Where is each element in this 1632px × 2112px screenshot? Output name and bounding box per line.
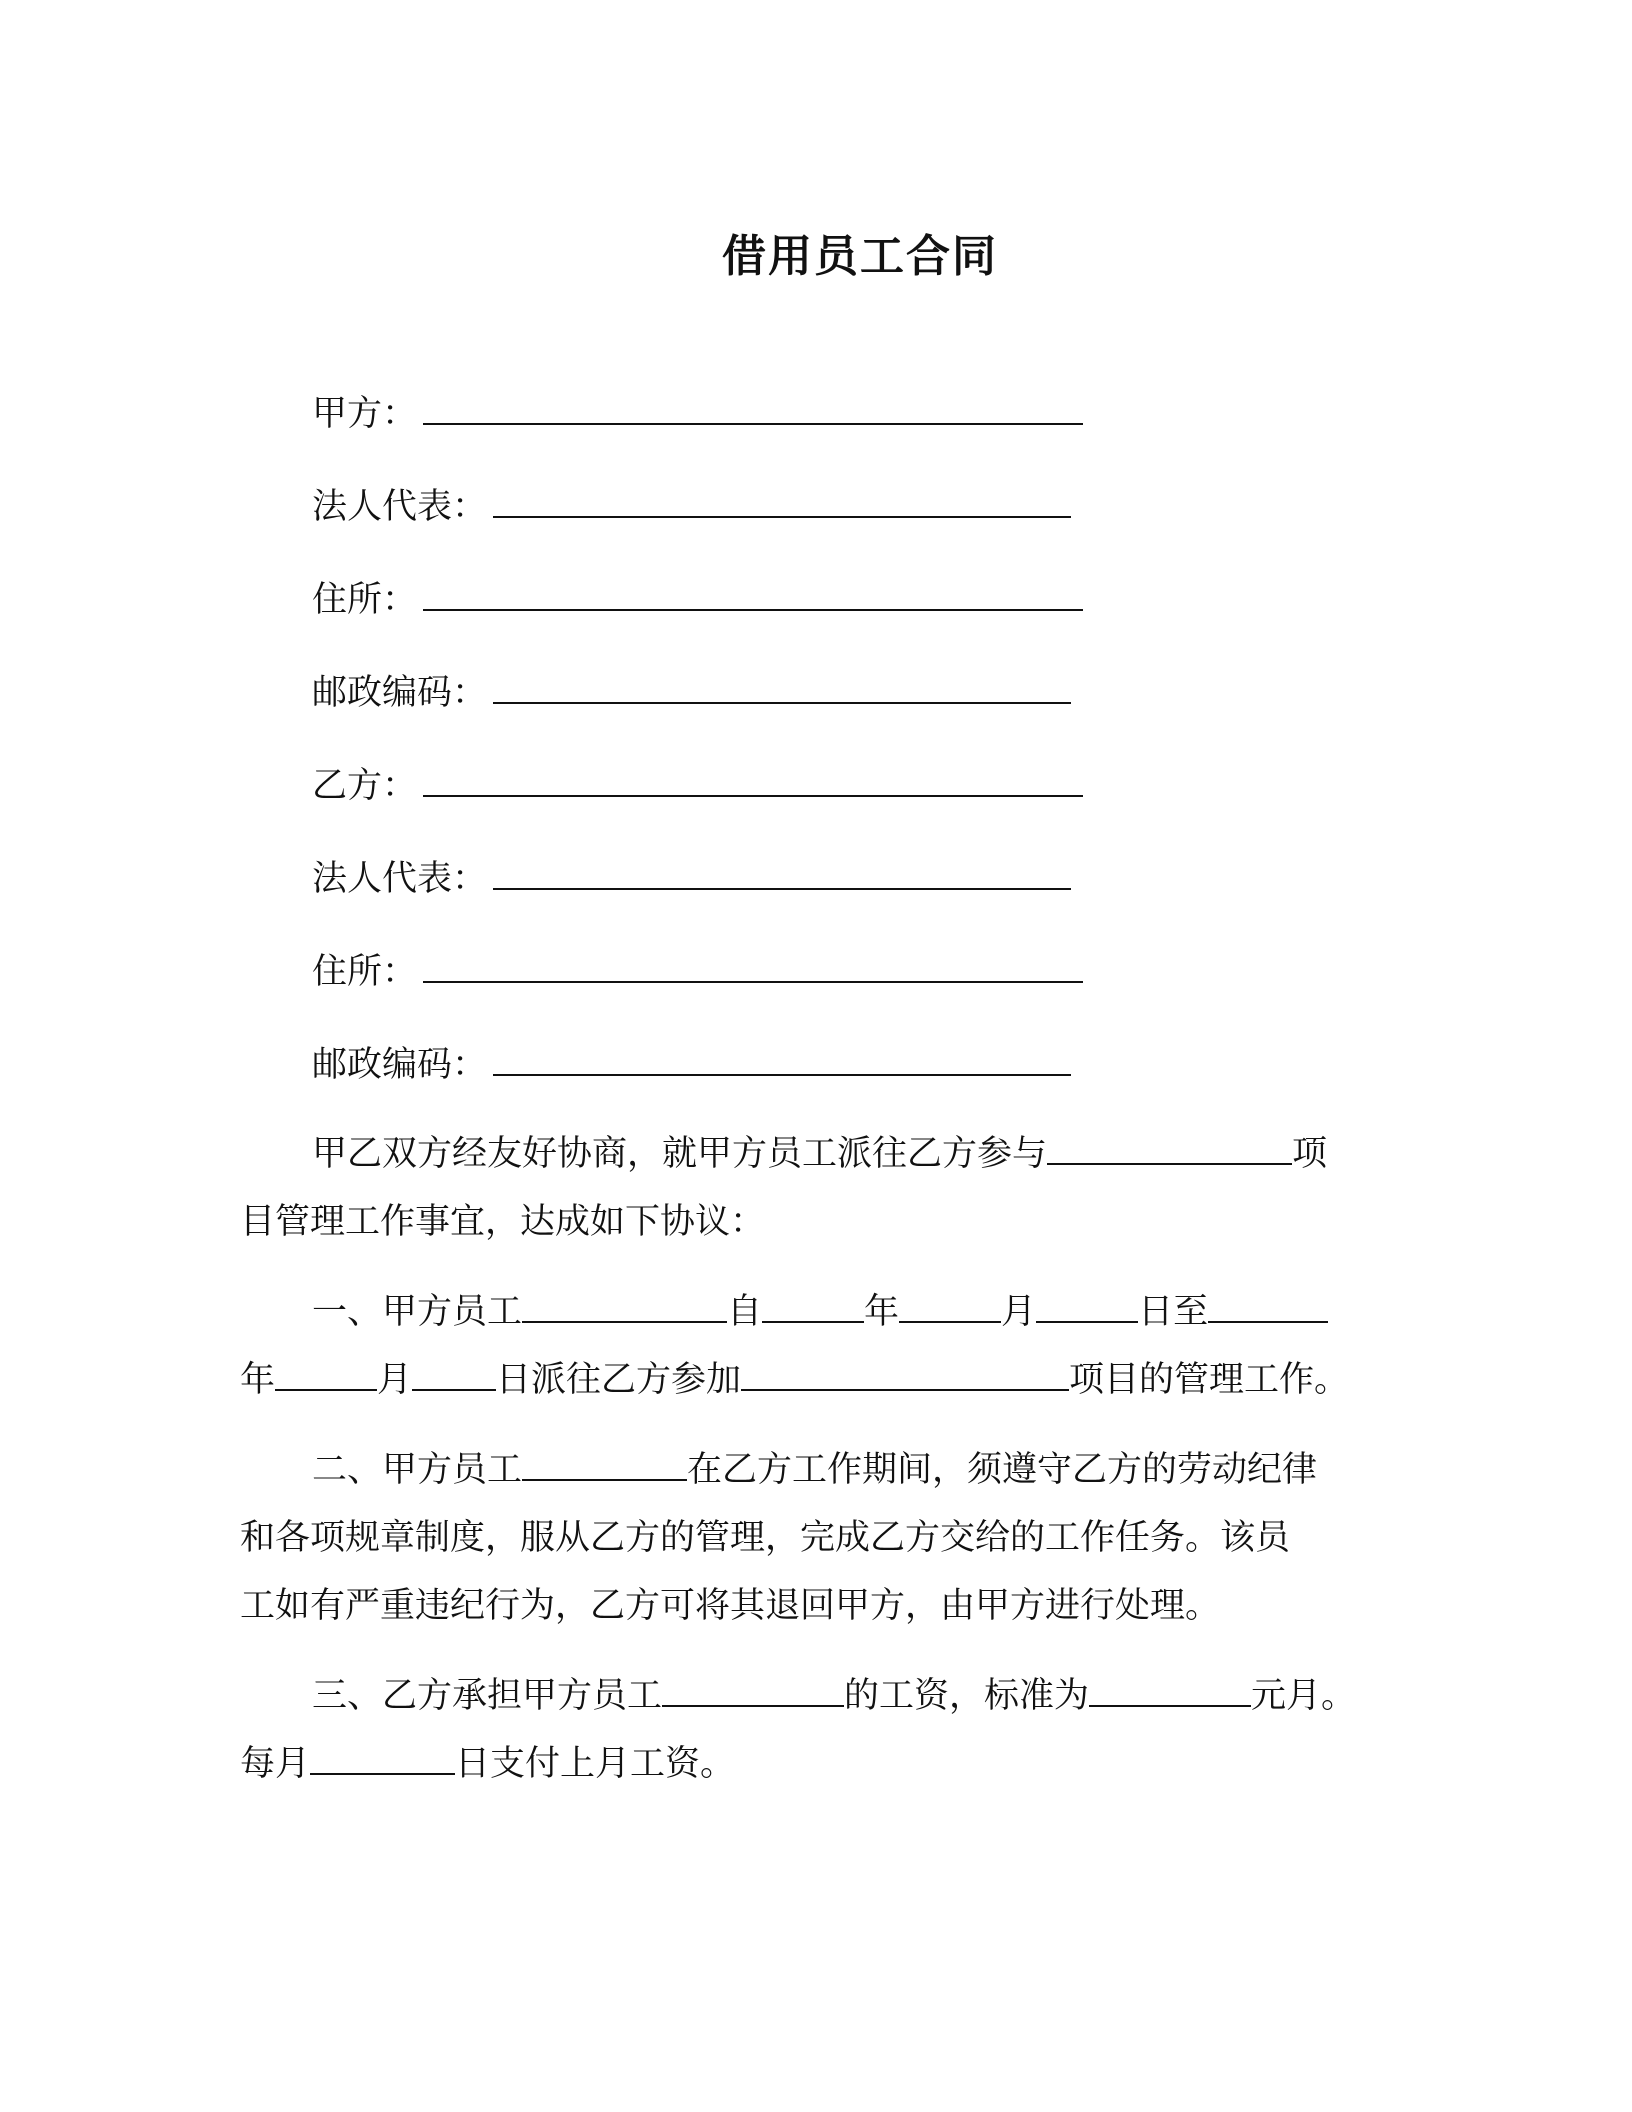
blank-line — [493, 858, 1071, 890]
clause-text: 和各项规章制度，服从乙方的管理，完成乙方交给的工作任务。该员 — [240, 1518, 1291, 1558]
intro-paragraph — [240, 1120, 1390, 1256]
blank-line — [741, 1359, 1069, 1391]
intro-text-3: 目管理工作事宜，达成如下协议： — [240, 1202, 766, 1242]
field-label: 住所： — [312, 580, 418, 620]
field-party-a-address — [312, 578, 1083, 622]
clause-1 — [240, 1278, 1390, 1414]
intro-text-1: 甲乙双方经友好协商，就甲方员工派往乙方参与 — [312, 1134, 1048, 1174]
blank-line — [1089, 1675, 1251, 1707]
clause-text: 项目的管理工作。 — [1069, 1360, 1350, 1400]
clause-text: 一、甲方员工 — [312, 1292, 523, 1332]
blank-line — [522, 1291, 727, 1323]
clause-text: 每月 — [240, 1744, 311, 1784]
clause-text: 日派往乙方参加 — [496, 1360, 742, 1400]
field-party-b-address — [312, 950, 1083, 994]
field-label: 乙方： — [312, 766, 418, 806]
blank-line — [899, 1291, 1001, 1323]
field-party-a-postcode — [312, 671, 1071, 715]
blank-line — [412, 1359, 496, 1391]
clause-text: 在乙方工作期间，须遵守乙方的劳动纪律 — [687, 1450, 1318, 1490]
clause-2 — [240, 1436, 1390, 1640]
field-label: 住所： — [312, 952, 418, 992]
clause-3 — [240, 1662, 1390, 1798]
clause-text: 年 — [240, 1360, 276, 1400]
clause-text: 自 — [727, 1292, 763, 1332]
field-label: 邮政编码： — [312, 673, 488, 713]
clause-text: 月 — [1001, 1292, 1037, 1332]
field-party-a-legal-rep — [312, 485, 1071, 529]
field-party-a — [312, 392, 1083, 436]
clause-text: 工如有严重违纪行为，乙方可将其退回甲方，由甲方进行处理。 — [240, 1586, 1221, 1626]
blank-line — [493, 672, 1071, 704]
blank-line — [762, 1291, 864, 1323]
clause-text: 三、乙方承担甲方员工 — [312, 1676, 663, 1716]
blank-line — [1047, 1133, 1292, 1165]
field-label: 甲方： — [312, 394, 418, 434]
field-party-b-postcode — [312, 1043, 1071, 1087]
clause-text: 日至 — [1138, 1292, 1209, 1332]
blank-line — [1036, 1291, 1138, 1323]
blank-line — [493, 486, 1071, 518]
field-party-b-legal-rep — [312, 857, 1071, 901]
blank-line — [1208, 1291, 1328, 1323]
blank-line — [493, 1044, 1071, 1076]
blank-line — [423, 951, 1083, 983]
field-label: 法人代表： — [312, 487, 488, 527]
blank-line — [423, 579, 1083, 611]
blank-line — [423, 393, 1083, 425]
clause-text: 元月。 — [1251, 1676, 1357, 1716]
blank-line — [662, 1675, 844, 1707]
field-label: 邮政编码： — [312, 1045, 488, 1085]
blank-line — [423, 765, 1083, 797]
clause-text: 月 — [377, 1360, 413, 1400]
field-party-b — [312, 764, 1083, 808]
intro-text-2: 项 — [1292, 1134, 1328, 1174]
clause-text: 日支付上月工资。 — [455, 1744, 736, 1784]
blank-line — [275, 1359, 377, 1391]
page-title: 借用员工合同 — [722, 231, 998, 282]
clause-text: 的工资，标准为 — [844, 1676, 1090, 1716]
clause-text: 二、甲方员工 — [312, 1450, 523, 1490]
blank-line — [522, 1449, 687, 1481]
field-label: 法人代表： — [312, 859, 488, 899]
clause-text: 年 — [864, 1292, 900, 1332]
blank-line — [310, 1743, 455, 1775]
